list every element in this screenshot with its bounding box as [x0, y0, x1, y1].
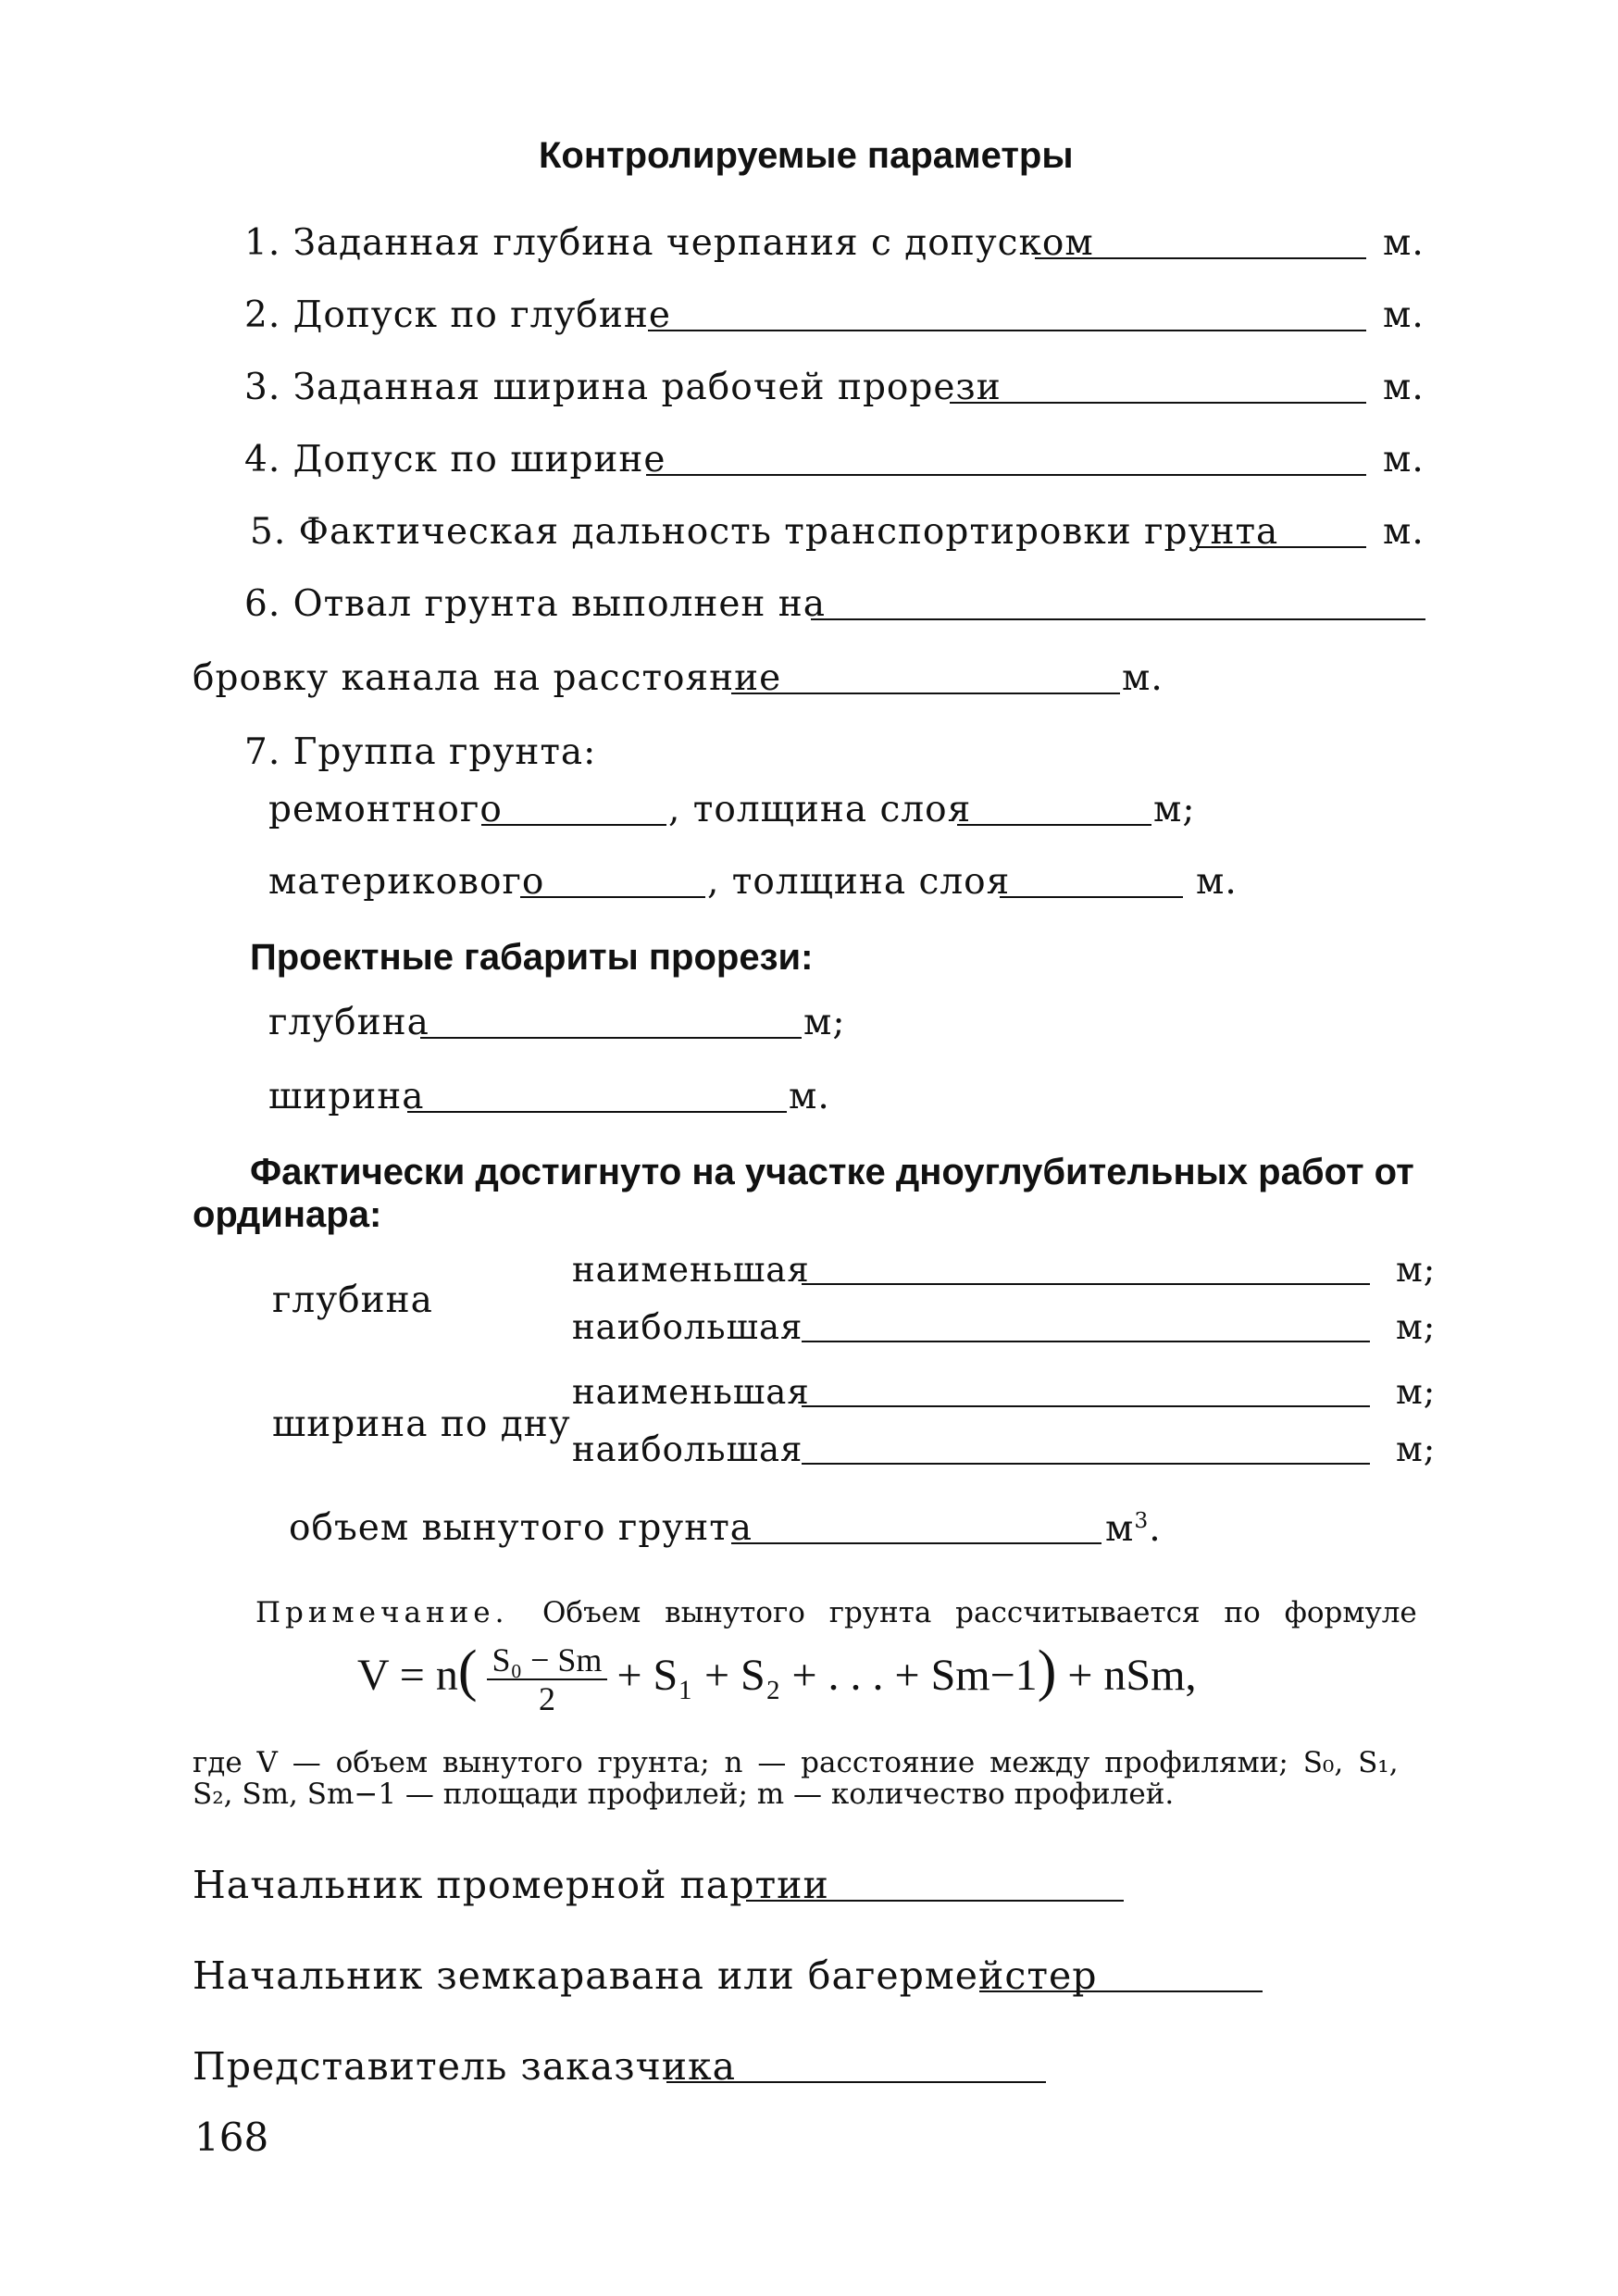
page-number: 168	[194, 2115, 269, 2160]
param-3-field[interactable]	[950, 402, 1366, 404]
param-6-field[interactable]	[811, 618, 1425, 620]
param-4-field[interactable]	[646, 474, 1366, 476]
actual-depth-min-field[interactable]	[802, 1283, 1370, 1285]
param-6-unit: м.	[1122, 657, 1164, 699]
volume-field[interactable]	[731, 1542, 1101, 1544]
soil-repair-sep: , толщина слоя	[668, 789, 972, 830]
design-depth-label: глубина	[268, 1002, 429, 1043]
signature-customer-rep-label: Представитель заказчика	[193, 2044, 737, 2089]
formula-numerator: S₀ − Sm	[487, 1641, 608, 1680]
actual-width-max-unit: м;	[1396, 1429, 1437, 1469]
actual-depth-min-unit: м;	[1396, 1250, 1437, 1290]
formula-tail: + nSm,	[1067, 1651, 1197, 1700]
actual-width-min-unit: м;	[1396, 1372, 1437, 1412]
actual-depth-label: глубина	[272, 1279, 433, 1321]
param-6-label: 6. Отвал грунта выполнен на	[244, 583, 827, 625]
param-3-unit: м.	[1383, 367, 1425, 408]
soil-native-unit: м.	[1196, 861, 1238, 903]
soil-repair-group-field[interactable]	[481, 824, 666, 826]
actual-heading-line2: ординара:	[193, 1194, 382, 1235]
param-1-unit: м.	[1383, 222, 1425, 264]
actual-depth-max-label: наибольшая	[572, 1307, 803, 1347]
design-depth-field[interactable]	[420, 1037, 802, 1039]
param-1-label: 1. Заданная глубина черпания с допуском	[244, 222, 1094, 264]
soil-repair-unit: м;	[1153, 789, 1196, 830]
actual-heading-line1: Фактически достигнуто на участке дноуглубительных работ от	[250, 1152, 1414, 1192]
actual-depth-min-label: наименьшая	[572, 1250, 810, 1290]
volume-label: объем вынутого грунта	[289, 1507, 753, 1549]
param-1-field[interactable]	[1035, 257, 1366, 259]
actual-width-min-label: наименьшая	[572, 1372, 810, 1412]
design-width-label: ширина	[268, 1076, 425, 1117]
actual-width-max-field[interactable]	[802, 1463, 1370, 1465]
signature-customer-rep-field[interactable]	[666, 2081, 1046, 2083]
note-text: Объем вынутого грунта рассчитывается по формуле	[542, 1596, 1417, 1629]
volume-unit: $м^3$.	[1105, 1507, 1162, 1550]
note-where-line1: где V — объем вынутого грунта; n — расстояние между профилями; S₀, S₁,	[193, 1746, 1399, 1779]
signature-dredger-chief-label: Начальник земкаравана или багермейстер	[193, 1953, 1098, 1998]
param-2-unit: м.	[1383, 294, 1425, 336]
signature-dredger-chief-field[interactable]	[979, 1990, 1263, 1992]
design-width-unit: м.	[789, 1076, 830, 1117]
formula-rest: + S₁ + S₂ + . . . + Sm−1	[616, 1651, 1038, 1700]
page-title: Контролируемые параметры	[539, 135, 1074, 176]
soil-native-label: материкового	[268, 861, 545, 903]
param-2-label: 2. Допуск по глубине	[244, 294, 671, 336]
note-where-line2: S₂, Sm, Sm−1 — площади профилей; m — количество профилей.	[193, 1778, 1175, 1811]
soil-native-thickness-field[interactable]	[1000, 896, 1183, 898]
design-width-field[interactable]	[407, 1111, 787, 1113]
actual-width-label: ширина по дну	[272, 1404, 571, 1445]
volume-formula: V = n( $\frac{\text{S₀ − Sm}}{2}$ + S₁ + S₂ + . . . + Sm−1) + nSm,	[357, 1640, 1197, 1717]
param-7-label: 7. Группа грунта:	[244, 731, 597, 773]
param-6-continuation-label: бровку канала на расстояние	[193, 657, 782, 699]
formula-fraction	[487, 1641, 608, 1717]
param-6-distance-field[interactable]	[731, 693, 1120, 694]
formula-lhs: V = n	[357, 1651, 458, 1700]
param-4-label: 4. Допуск по ширине	[244, 439, 666, 480]
param-4-unit: м.	[1383, 439, 1425, 480]
signature-survey-chief-field[interactable]	[746, 1900, 1124, 1902]
actual-width-min-field[interactable]	[802, 1405, 1370, 1407]
design-depth-unit: м;	[803, 1002, 846, 1043]
soil-native-sep: , толщина слоя	[707, 861, 1011, 903]
actual-depth-max-unit: м;	[1396, 1307, 1437, 1347]
design-heading: Проектные габариты прорези:	[250, 937, 814, 978]
param-5-field[interactable]	[1196, 546, 1366, 548]
param-5-unit: м.	[1383, 511, 1425, 553]
note-prefix: Примечание.	[255, 1596, 509, 1629]
actual-width-max-label: наибольшая	[572, 1429, 803, 1469]
actual-depth-max-field[interactable]	[802, 1341, 1370, 1342]
formula-denominator: 2	[538, 1679, 555, 1717]
param-5-label: 5. Фактическая дальность транспортировки грунта	[250, 511, 1279, 553]
param-2-field[interactable]	[648, 330, 1366, 331]
soil-repair-label: ремонтного	[268, 789, 503, 830]
param-3-label: 3. Заданная ширина рабочей прорези	[244, 367, 1002, 408]
signature-survey-chief-label: Начальник промерной партии	[193, 1863, 829, 1907]
soil-repair-thickness-field[interactable]	[957, 824, 1151, 826]
soil-native-group-field[interactable]	[520, 896, 705, 898]
